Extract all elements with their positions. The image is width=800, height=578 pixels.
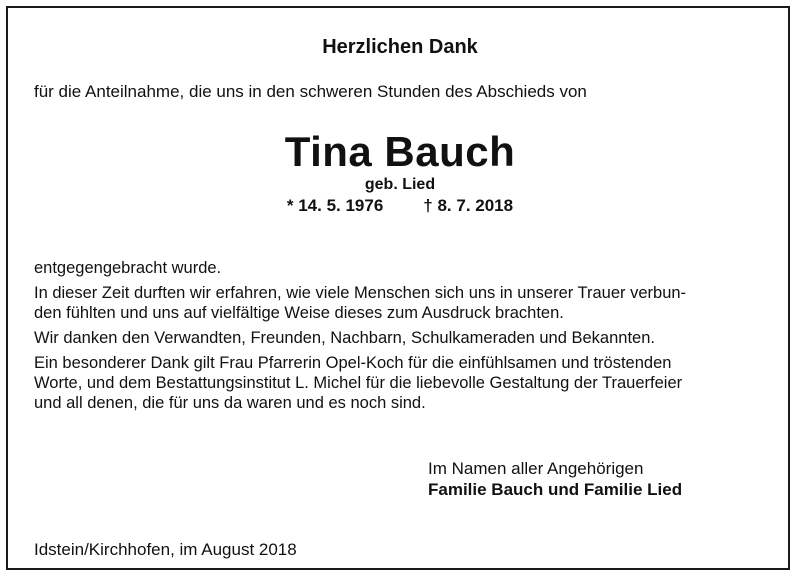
body-text xyxy=(34,258,774,418)
body-paragraph-1: entgegengebracht wurde. xyxy=(34,259,222,277)
body-paragraph-2-line-1: In dieser Zeit durften wir erfahren, wie viele Menschen sich uns in unserer Trauer verbun- xyxy=(34,284,687,302)
body-paragraph-4 xyxy=(34,353,774,413)
life-dates xyxy=(0,196,800,216)
birth-date: * 14. 5. 1976 xyxy=(286,196,384,215)
body-paragraph-4-line-2: Worte, und dem Bestattungsinstitut L. Michel für die liebevolle Gestaltung der Trauerfeier xyxy=(34,374,683,392)
birth-name: geb. Lied xyxy=(364,176,436,193)
on-behalf-text: Im Namen aller Angehörigen xyxy=(428,459,644,478)
death-date: † 8. 7. 2018 xyxy=(423,196,514,215)
intro-text: für die Anteilnahme, die uns in den schweren Stunden des Abschieds von xyxy=(34,82,587,101)
body-paragraph-4-line-1: Ein besonderer Dank gilt Frau Pfarrerin Opel-Koch für die einfühlsamen und tröstenden xyxy=(34,354,672,372)
body-paragraph-3: Wir danken den Verwandten, Freunden, Nachbarn, Schulkameraden und Bekannten. xyxy=(34,329,655,347)
notice-heading: Herzlichen Dank xyxy=(322,36,478,58)
place-date: Idstein/Kirchhofen, im August 2018 xyxy=(34,540,297,559)
family-signature: Familie Bauch und Familie Lied xyxy=(428,480,683,499)
deceased-name: Tina Bauch xyxy=(284,128,516,175)
body-paragraph-2-line-2: den fühlten und uns auf vielfältige Weise dieses zum Ausdruck brachten. xyxy=(34,304,564,322)
body-paragraph-4-line-3: und all denen, die für uns da waren und es noch sind. xyxy=(34,394,426,412)
body-paragraph-2 xyxy=(34,283,774,323)
